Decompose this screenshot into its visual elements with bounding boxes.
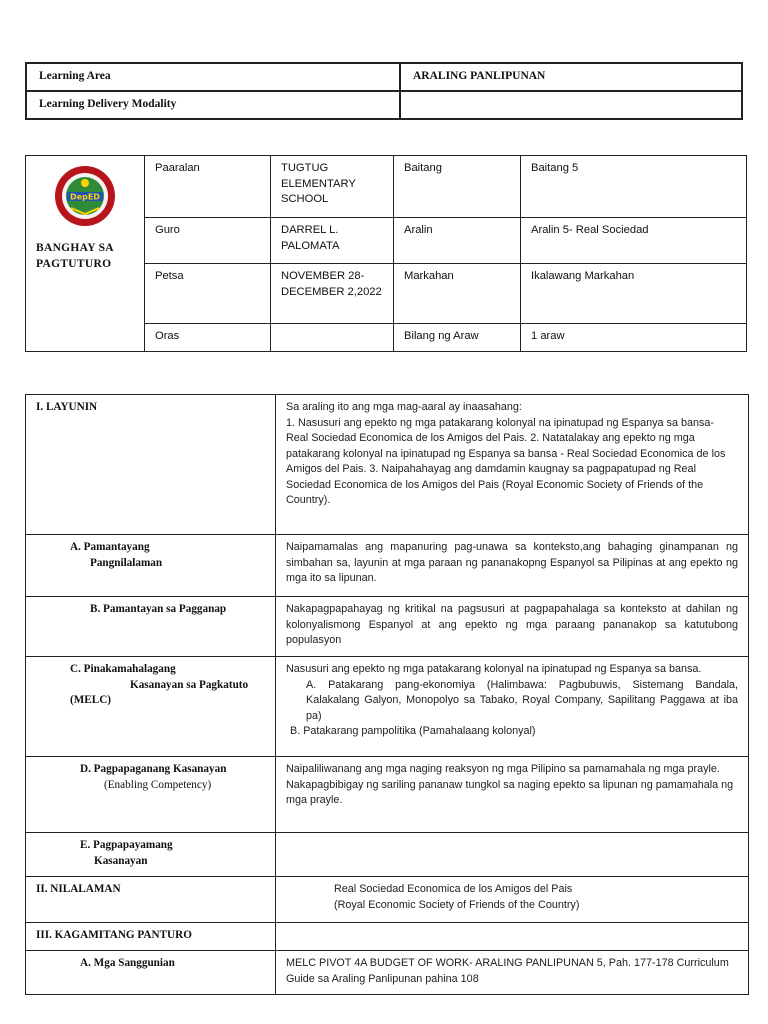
c-label-line3: (MELC) [70, 694, 112, 706]
value-paaralan: TUGTUG ELEMENTARY SCHOOL [271, 156, 394, 218]
label-bilang-ng-araw: Bilang ng Araw [394, 324, 521, 352]
mga-sanggunian-label [26, 951, 276, 995]
melc-value [276, 657, 749, 757]
layunin-intro: Sa araling ito ang mga mag-aaral ay inaasahang: [286, 401, 522, 413]
label-guro: Guro [145, 218, 271, 264]
row-pagpapayamang-kasanayan [26, 833, 749, 877]
pagpapayamang-kasanayan-label [26, 833, 276, 877]
deped-seal-icon [48, 164, 122, 228]
doc-title [36, 240, 134, 272]
d-label-line1: D. Pagpapaganang Kasanayan [80, 763, 227, 775]
melc-item-a: A. Patakarang pang-ekonomiya (Halimbawa: Pagbubuwis, Sistemang Bandala, Kalakalang Galyon, Monopolyo sa Tabako, Royal Company, Sapilitang Paggawa at iba pa) [306, 678, 738, 722]
learning-area-row [26, 63, 742, 91]
label-paaralan: Paaralan [145, 156, 271, 218]
delivery-modality-row [26, 91, 742, 119]
layunin-label: I. LAYUNIN [26, 395, 276, 535]
value-oras [271, 324, 394, 352]
mga-sanggunian-value: MELC PIVOT 4A BUDGET OF WORK- ARALING PANLIPUNAN 5, Pah. 177-178 Curriculum Guide sa Araling Panlipunan pahina 108 [276, 951, 749, 995]
nilalaman-value [276, 877, 749, 923]
pamantayang-pangnilalaman-label [26, 535, 276, 597]
layunin-value [276, 395, 749, 535]
learning-area-label: Learning Area [26, 63, 400, 91]
pagpapayamang-kasanayan-value [276, 833, 749, 877]
row-nilalaman [26, 877, 749, 923]
melc-item-main: Nasusuri ang epekto ng mga patakarang kolonyal na ipinatupad ng Espanya sa bansa. [286, 663, 702, 675]
kagamitang-panturo-label: III. KAGAMITANG PANTURO [26, 923, 276, 951]
enabling-competency-label [26, 757, 276, 833]
label-aralin: Aralin [394, 218, 521, 264]
nilalaman-line2: (Royal Economic Society of Friends of the Country) [334, 898, 580, 911]
b-label: B. Pamantayan sa Pagganap [90, 603, 227, 615]
pamantayan-sa-pagganap-value: Nakapagpapahayag ng kritikal na pagsusuri at pagpapahalaga sa konteksto at dahilan ng kolonyalismong Espanyol at ang epekto ng mga paraang pananakop sa katutubong populasyon [276, 597, 749, 657]
value-baitang: Baitang 5 [521, 156, 747, 218]
c-label-line2: Kasanayan sa Pagkatuto [130, 678, 249, 691]
doc-title-line2: PAGTUTURO [36, 257, 112, 270]
pamantayang-pangnilalaman-value: Naipamamalas ang mapanuring pag-unawa sa konteksto,ang bahaging ginampanan ng simbahan sa, layunin at mga paraan ng pananakopng Espanyol sa Pilipinas at ang epekto ng mga ito sa lipunan. [276, 535, 749, 597]
c-label-line1: C. Pinakamahalagang [70, 663, 176, 675]
enabling-competency-value [276, 757, 749, 833]
lesson-header-table [25, 155, 747, 352]
row-enabling-competency [26, 757, 749, 833]
row-kagamitang-panturo [26, 923, 749, 951]
pamantayan-sa-pagganap-label [26, 597, 276, 657]
learning-area-value: ARALING PANLIPUNAN [400, 63, 742, 91]
row-mga-sanggunian [26, 951, 749, 995]
lesson-plan-table [25, 394, 749, 995]
label-petsa: Petsa [145, 264, 271, 324]
layunin-body: 1. Nasusuri ang epekto ng mga patakarang kolonyal na ipinatupad ng Espanya sa bansa- Real Sociedad Economica de los Amigos del Pais. 2. Natatalakay ang epekto ng mga patakarang kolonyal na ipinatupad ng Espanya sa bansa - Real Sociedad Economica de los Amigos del Pais. 3. Naipahahayag ang damdamin kaugnay sa pagpapatupad ng Real Sociedad Economica de los Amigos del Pais (Royal Economic Society of Friends of the Country). [286, 416, 726, 506]
label-oras: Oras [145, 324, 271, 352]
value-aralin: Aralin 5- Real Sociedad [521, 218, 747, 264]
row-melc [26, 657, 749, 757]
d-value-1: Naipaliliwanang ang mga naging reaksyon ng mga Pilipino sa pamamahala ng mga prayle. [286, 763, 720, 775]
label-baitang: Baitang [394, 156, 521, 218]
sanggunian-label: A. Mga Sanggunian [80, 957, 175, 969]
doc-title-line1: BANGHAY SA [36, 241, 114, 254]
nilalaman-label: II. NILALAMAN [26, 877, 276, 923]
value-markahan: Ikalawang Markahan [521, 264, 747, 324]
row-pamantayang-pangnilalaman [26, 535, 749, 597]
value-guro: DARREL L. PALOMATA [271, 218, 394, 264]
value-bilang-ng-araw: 1 araw [521, 324, 747, 352]
header-row-school [26, 156, 747, 218]
e-label-line2: Kasanayan [94, 854, 148, 867]
d-label-line2: (Enabling Competency) [104, 778, 212, 791]
delivery-modality-value [400, 91, 742, 119]
melc-label [26, 657, 276, 757]
logo-text: DepED [70, 192, 100, 202]
kagamitang-panturo-value [276, 923, 749, 951]
logo-cell [26, 156, 145, 352]
a-label-line1: A. Pamantayang [70, 541, 150, 553]
row-layunin [26, 395, 749, 535]
delivery-modality-label: Learning Delivery Modality [26, 91, 400, 119]
e-label-line1: E. Pagpapayamang [80, 839, 173, 851]
melc-item-b: B. Patakarang pampolitika (Pamahalaang kolonyal) [290, 725, 536, 737]
label-markahan: Markahan [394, 264, 521, 324]
d-value-2: Nakapagbibigay ng sariling pananaw tungkol sa naging epekto sa lipunan ng pamamahala ng mga prayle. [286, 778, 734, 806]
learning-area-table [25, 62, 743, 120]
row-pamantayan-sa-pagganap [26, 597, 749, 657]
a-label-line2: Pangnilalaman [90, 556, 163, 569]
value-petsa: NOVEMBER 28- DECEMBER 2,2022 [271, 264, 394, 324]
nilalaman-line1: Real Sociedad Economica de los Amigos del Pais [334, 883, 573, 895]
